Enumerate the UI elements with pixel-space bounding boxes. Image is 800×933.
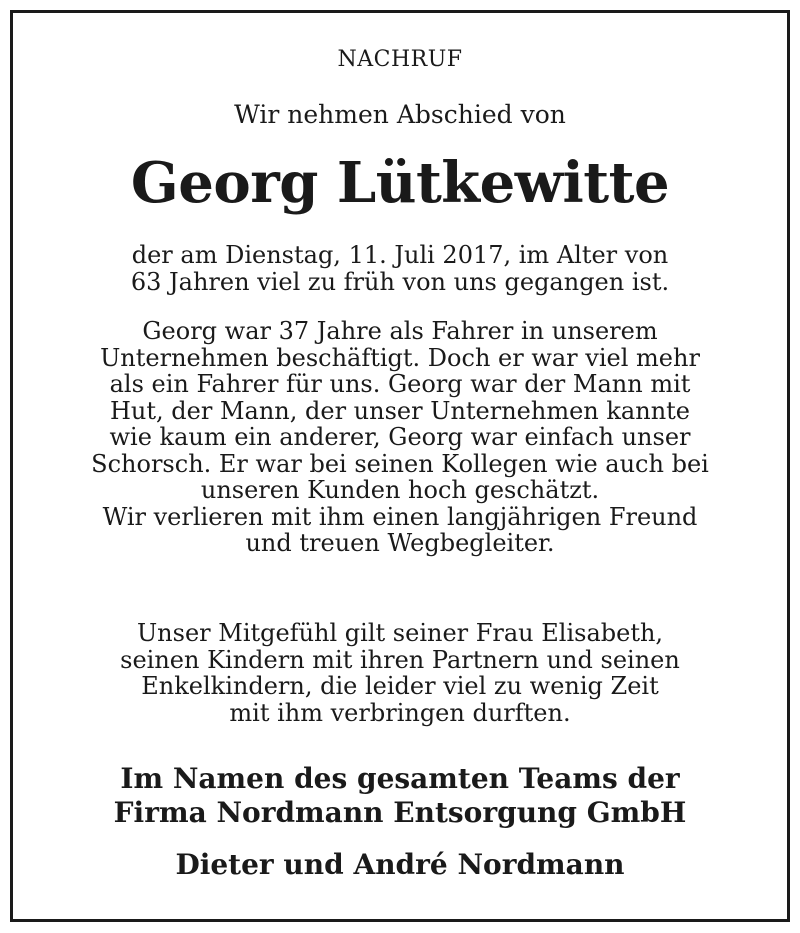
death-info-line: 63 Jahren viel zu früh von uns gegangen ist. (130, 267, 670, 296)
intro-line: Wir nehmen Abschied von (234, 100, 566, 129)
sympathy-paragraph (0, 620, 800, 726)
tribute-line: Wir verlieren mit ihm einen langjährigen Freund (102, 502, 698, 531)
tribute-line: Hut, der Mann, der unser Unternehmen kannte (110, 396, 690, 425)
deceased-name: Georg Lütkewitte (130, 150, 670, 216)
tribute-line: Georg war 37 Jahre als Fahrer in unserem (142, 317, 658, 345)
sympathy-line: Enkelkindern, die leider viel zu wenig Zeit (141, 672, 659, 700)
tribute-line: und treuen Wegbegleiter. (245, 529, 555, 557)
signature-team (0, 762, 800, 830)
death-info-line: der am Dienstag, 11. Juli 2017, im Alter von (131, 241, 669, 269)
tribute-line: unseren Kunden hoch geschätzt. (200, 476, 600, 504)
sympathy-line: seinen Kindern mit ihren Partnern und seinen (120, 645, 680, 674)
tribute-line: Unternehmen beschäftigt. Doch er war viel mehr (100, 343, 700, 372)
death-info (0, 242, 800, 295)
tribute-line: wie kaum ein anderer, Georg war einfach unser (109, 423, 691, 451)
sympathy-line: mit ihm verbringen durften. (229, 698, 571, 727)
tribute-paragraph (0, 318, 800, 557)
signature-team-line: Im Namen des gesamten Teams der (120, 762, 680, 795)
notice-kicker: NACHRUF (337, 47, 463, 72)
sympathy-line: Unser Mitgefühl gilt seiner Frau Elisabeth, (136, 619, 664, 647)
tribute-line: Schorsch. Er war bei seinen Kollegen wie auch bei (91, 449, 709, 478)
signature-team-line: Firma Nordmann Entsorgung GmbH (113, 796, 687, 829)
tribute-line: als ein Fahrer für uns. Georg war der Mann mit (109, 370, 691, 398)
signature-names: Dieter und André Nordmann (175, 848, 625, 881)
